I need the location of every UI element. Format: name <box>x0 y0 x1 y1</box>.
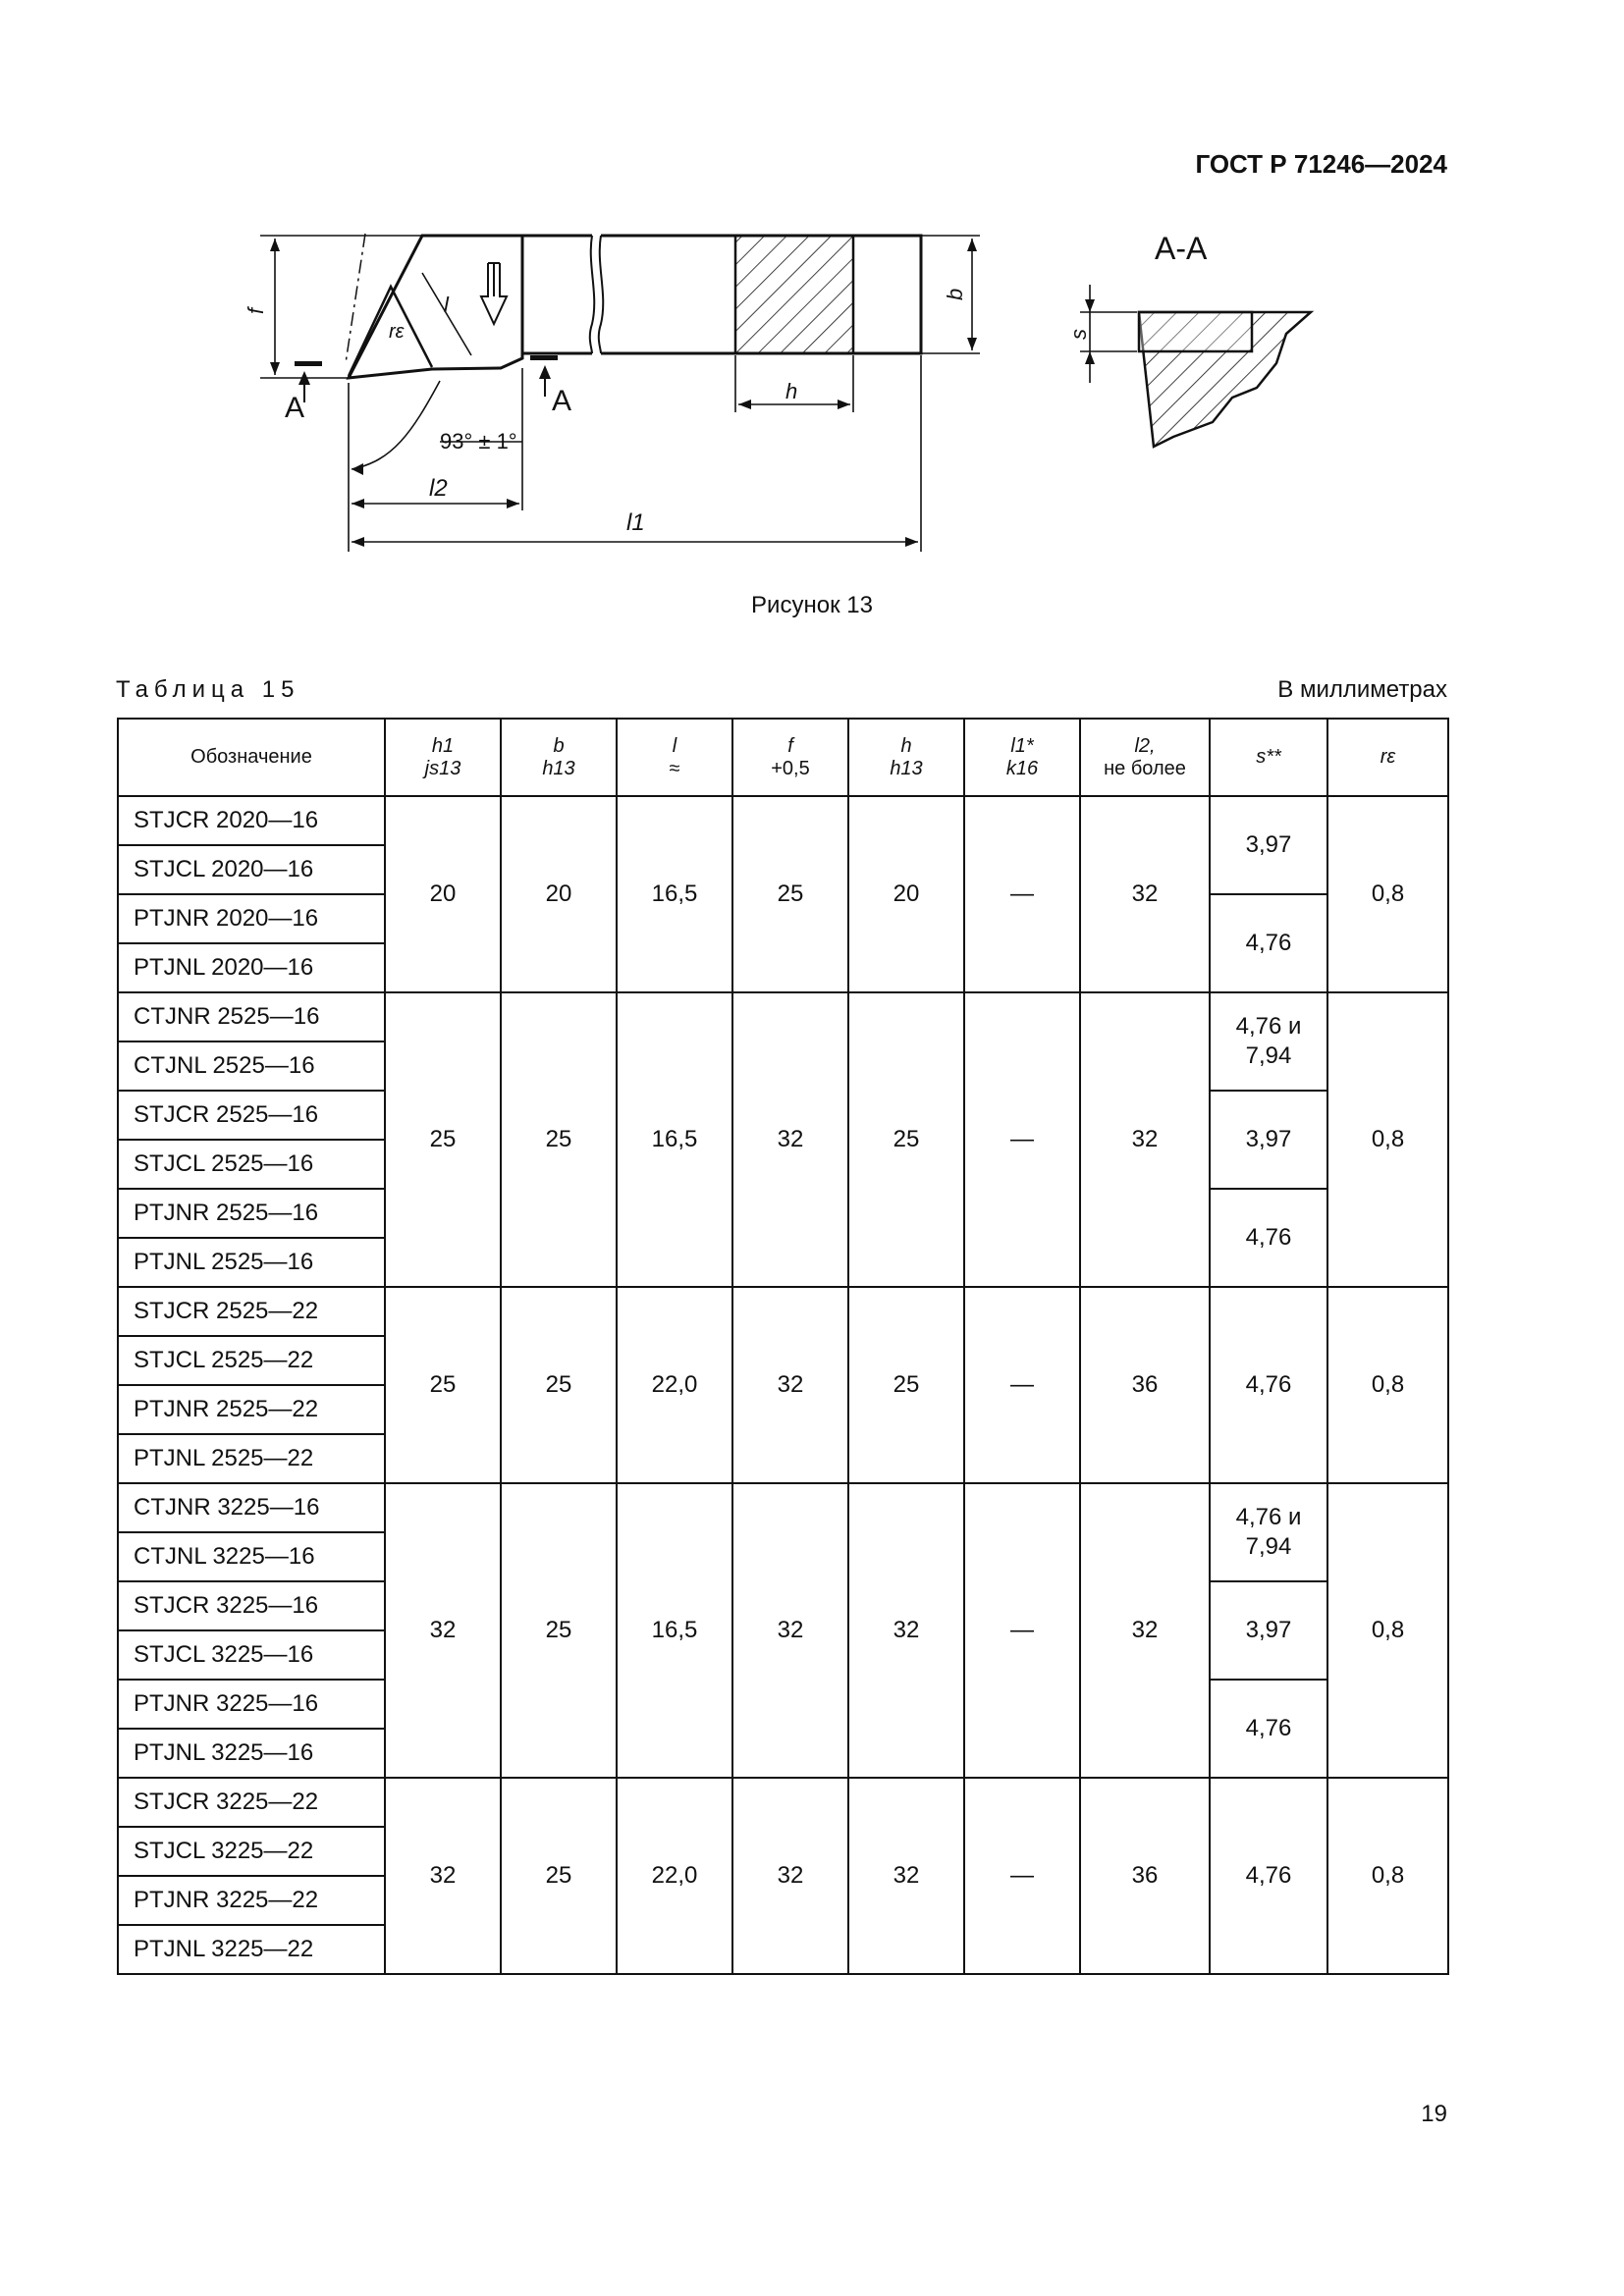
designation-cell: STJCR 3225—16 <box>118 1581 385 1630</box>
r-cell: 0,8 <box>1327 992 1448 1287</box>
table-row <box>118 1287 1448 1336</box>
designation-cell: STJCL 2020—16 <box>118 845 385 894</box>
l1-cell: — <box>964 992 1080 1287</box>
s-cell: 4,76 <box>1210 1778 1327 1974</box>
designation-cell: PTJNL 2525—16 <box>118 1238 385 1287</box>
designation-cell: STJCR 2525—22 <box>118 1287 385 1336</box>
b-cell: 20 <box>501 796 617 992</box>
r-cell: 0,8 <box>1327 1778 1448 1974</box>
f-cell: 32 <box>732 1483 848 1778</box>
label-b: b <box>943 288 967 300</box>
s-cell: 3,97 <box>1210 1581 1327 1680</box>
f-cell: 32 <box>732 1287 848 1483</box>
tool-drawing <box>0 0 1624 589</box>
s-cell: 3,97 <box>1210 1091 1327 1189</box>
section-label: А-А <box>1155 231 1208 266</box>
designation-cell: PTJNR 3225—16 <box>118 1680 385 1729</box>
b-cell: 25 <box>501 1778 617 1974</box>
col-designation: Обозначение <box>118 719 385 796</box>
h-cell: 32 <box>848 1483 964 1778</box>
designation-cell: STJCR 2020—16 <box>118 796 385 845</box>
shank-section-hatch <box>735 236 853 353</box>
s-cell: 3,97 <box>1210 796 1327 894</box>
page-number: 19 <box>1421 2101 1447 2127</box>
b-cell: 25 <box>501 1483 617 1778</box>
s-cell: 4,76 <box>1210 1287 1327 1483</box>
document-code: ГОСТ Р 71246—2024 <box>1195 149 1447 179</box>
s-cell: 4,76 и 7,94 <box>1210 1483 1327 1581</box>
col-l2: l2, не более <box>1080 719 1210 796</box>
h1-cell: 25 <box>385 992 501 1287</box>
table-header <box>118 719 1448 796</box>
label-l1: l1 <box>626 509 645 536</box>
designation-cell: PTJNR 2020—16 <box>118 894 385 943</box>
col-f: f +0,5 <box>732 719 848 796</box>
label-cut-a-left: А <box>285 392 305 424</box>
h1-cell: 32 <box>385 1483 501 1778</box>
b-cell: 25 <box>501 1287 617 1483</box>
col-s: s** <box>1210 719 1327 796</box>
label-cut-a-right: А <box>552 385 572 417</box>
center-line <box>346 234 365 363</box>
table-row <box>118 1778 1448 1827</box>
col-h: h h13 <box>848 719 964 796</box>
l-cell: 16,5 <box>617 992 732 1287</box>
l2-cell: 36 <box>1080 1287 1210 1483</box>
f-cell: 25 <box>732 796 848 992</box>
label-s: s <box>1066 329 1091 340</box>
l1-cell: — <box>964 1778 1080 1974</box>
label-angle: 93° ± 1° <box>440 429 517 454</box>
col-h1: h1 js13 <box>385 719 501 796</box>
h1-cell: 20 <box>385 796 501 992</box>
table-row <box>118 796 1448 845</box>
break-line-2 <box>599 236 603 353</box>
s-cell: 4,76 <box>1210 1189 1327 1287</box>
designation-cell: CTJNR 3225—16 <box>118 1483 385 1532</box>
label-l: l <box>444 293 449 317</box>
col-r: rε <box>1327 719 1448 796</box>
designation-cell: CTJNL 3225—16 <box>118 1532 385 1581</box>
h-cell: 20 <box>848 796 964 992</box>
designation-cell: STJCL 3225—16 <box>118 1630 385 1680</box>
shank-left <box>522 236 592 353</box>
designation-cell: STJCR 2525—16 <box>118 1091 385 1140</box>
designation-cell: CTJNR 2525—16 <box>118 992 385 1041</box>
break-line <box>590 236 594 353</box>
designation-cell: PTJNR 2525—16 <box>118 1189 385 1238</box>
designation-cell: STJCL 3225—22 <box>118 1827 385 1876</box>
designation-cell: STJCL 2525—22 <box>118 1336 385 1385</box>
label-h: h <box>785 379 798 403</box>
s-cell: 4,76 и 7,94 <box>1210 992 1327 1091</box>
designation-cell: CTJNL 2525—16 <box>118 1041 385 1091</box>
h1-cell: 32 <box>385 1778 501 1974</box>
r-cell: 0,8 <box>1327 1287 1448 1483</box>
section-insert <box>1139 312 1252 351</box>
s-cell: 4,76 <box>1210 1680 1327 1778</box>
f-cell: 32 <box>732 992 848 1287</box>
h-cell: 25 <box>848 1287 964 1483</box>
l2-cell: 32 <box>1080 992 1210 1287</box>
l-cell: 22,0 <box>617 1287 732 1483</box>
r-cell: 0,8 <box>1327 796 1448 992</box>
col-b: b h13 <box>501 719 617 796</box>
r-cell: 0,8 <box>1327 1483 1448 1778</box>
designation-cell: PTJNL 2020—16 <box>118 943 385 992</box>
label-r-eps: rε <box>389 321 405 343</box>
designation-cell: STJCL 2525—16 <box>118 1140 385 1189</box>
h-cell: 25 <box>848 992 964 1287</box>
f-cell: 32 <box>732 1778 848 1974</box>
col-l1: l1* k16 <box>964 719 1080 796</box>
table-row <box>118 992 1448 1041</box>
l1-cell: — <box>964 1483 1080 1778</box>
l2-cell: 32 <box>1080 796 1210 992</box>
h1-cell: 25 <box>385 1287 501 1483</box>
l2-cell: 36 <box>1080 1778 1210 1974</box>
tool-head-outline <box>349 236 522 378</box>
designation-cell: PTJNR 3225—22 <box>118 1876 385 1925</box>
designation-cell: STJCR 3225—22 <box>118 1778 385 1827</box>
l1-cell: — <box>964 1287 1080 1483</box>
l2-cell: 32 <box>1080 1483 1210 1778</box>
spec-table <box>117 718 1449 1975</box>
figure-caption: Рисунок 13 <box>751 592 873 618</box>
designation-cell: PTJNR 2525—22 <box>118 1385 385 1434</box>
l1-cell: — <box>964 796 1080 992</box>
table-units: В миллиметрах <box>1277 676 1447 703</box>
table-label: Таблица 15 <box>116 676 300 703</box>
h-cell: 32 <box>848 1778 964 1974</box>
l-cell: 22,0 <box>617 1778 732 1974</box>
label-f: f <box>244 307 268 314</box>
s-cell: 4,76 <box>1210 894 1327 992</box>
l-cell: 16,5 <box>617 796 732 992</box>
designation-cell: PTJNL 3225—22 <box>118 1925 385 1974</box>
label-l2: l2 <box>429 475 448 502</box>
table-body <box>118 796 1448 1974</box>
table-row <box>118 1483 1448 1532</box>
designation-cell: PTJNL 3225—16 <box>118 1729 385 1778</box>
b-cell: 25 <box>501 992 617 1287</box>
designation-cell: PTJNL 2525—22 <box>118 1434 385 1483</box>
col-l: l ≈ <box>617 719 732 796</box>
l-cell: 16,5 <box>617 1483 732 1778</box>
